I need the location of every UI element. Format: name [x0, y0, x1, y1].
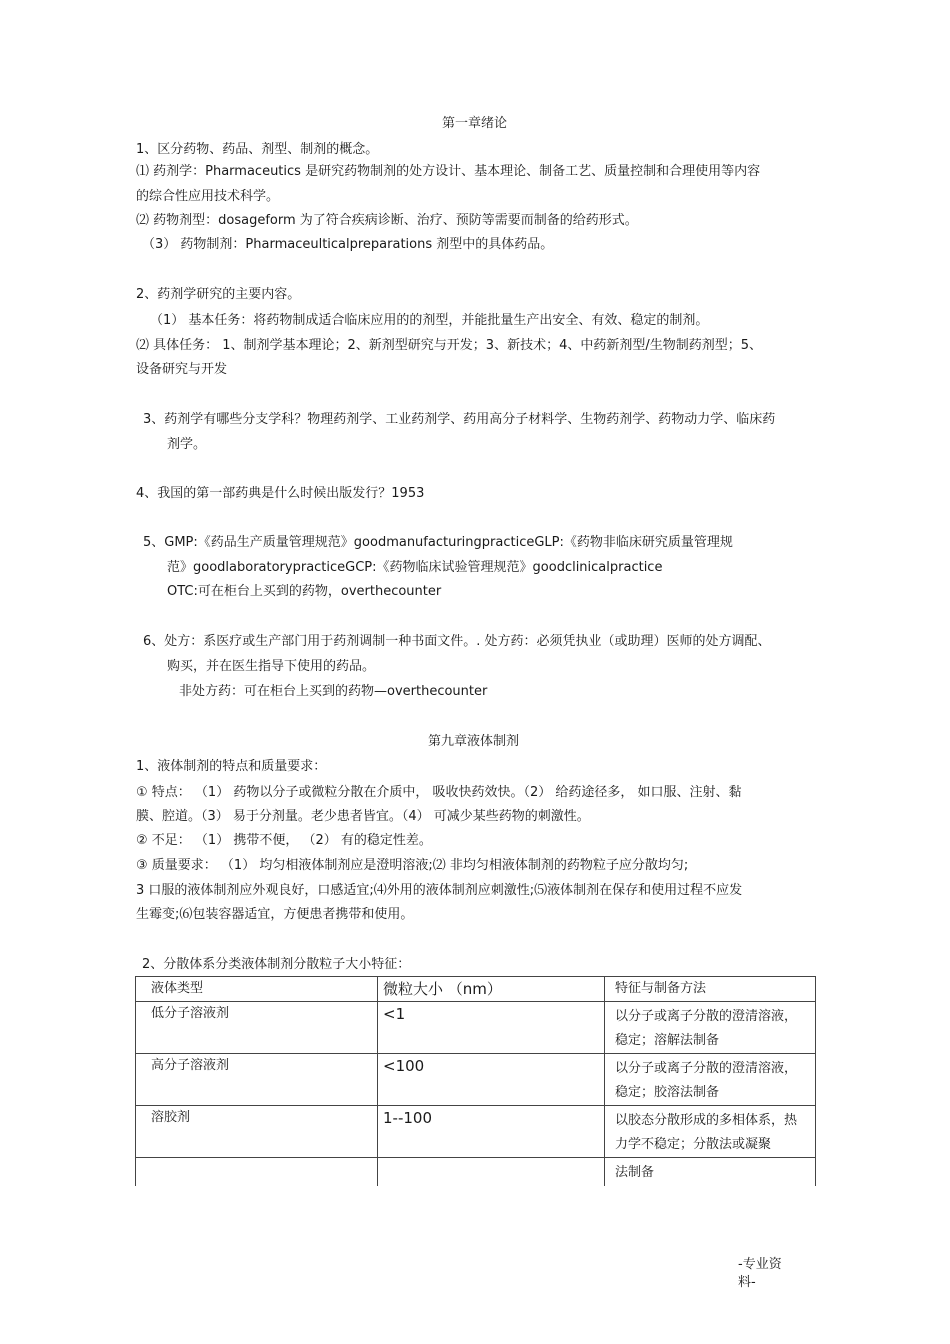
table-row	[136, 1002, 816, 1054]
size-cell: 1--100	[378, 1106, 605, 1158]
question-6-line1: 6、处方：系医疗或生产部门用于药剂调制一种书面文件。. 处方药：必须凭执业（或助理）医师的处方调配、	[143, 634, 771, 649]
q1-item2: ⑵ 药物剂型：dosageform 为了符合疾病诊断、治疗、预防等需要而制备的给药形式。	[136, 213, 638, 228]
size-cell: <1	[378, 1002, 605, 1054]
type-cell: 溶胶剂	[136, 1106, 378, 1158]
q2-item1: （1） 基本任务：将药物制成适合临床应用的的剂型，并能批量生产出安全、有效、稳定的制剂。	[150, 313, 709, 328]
ch9-question-1: 1、液体制剂的特点和质量要求：	[136, 759, 327, 774]
q1-item3: （3） 药物制剂：Pharmaceulticalpreparations 剂型中的具体药品。	[142, 237, 554, 252]
question-1: 1、区分药物、药品、剂型、制剂的概念。	[136, 142, 379, 157]
feature-cell	[605, 1158, 816, 1187]
feature-cell	[605, 1002, 816, 1054]
q1-item1-line2: 的综合性应用技术科学。	[136, 189, 280, 204]
chapter1-title: 第一章绪论	[442, 116, 508, 131]
question-4: 4、我国的第一部药典是什么时候出版发行？1953	[136, 486, 425, 501]
type-cell: 低分子溶液剂	[136, 1002, 378, 1054]
q2-item2-line2: 设备研究与开发	[136, 362, 228, 377]
question-6-line2: 购买，并在医生指导下使用的药品。	[167, 659, 376, 674]
footer	[738, 1256, 782, 1292]
features-line2: 膜、腔道。（3） 易于分剂量。老少患者皆宜。（4） 可减少某些药物的刺激性。	[136, 809, 590, 824]
question-5-line2: 范》goodlaboratorypracticeGCP:《药物临床试验管理规范》goodclinicalpractice	[167, 560, 663, 575]
header-cell: 特征与制备方法	[605, 977, 816, 1002]
type-cell: 高分子溶液剂	[136, 1054, 378, 1106]
q2-item2-line1: ⑵ 具体任务： 1、制剂学基本理论；2、新剂型研究与开发；3、新技术；4、中药新剂型/生物制药剂型；5、	[136, 338, 763, 353]
feature-line: 力学不稳定；分散法或凝聚	[615, 1137, 772, 1152]
table-row	[136, 1054, 816, 1106]
feature-line: 稳定；溶解法制备	[615, 1033, 720, 1048]
question-2: 2、药剂学研究的主要内容。	[136, 287, 301, 302]
footer-line1: -专业资	[738, 1257, 782, 1272]
question-6-line3: 非处方药：可在柜台上买到的药物—overthecounter	[179, 684, 488, 699]
question-5-line3: OTC:可在柜台上买到的药物，overthecounter	[167, 584, 442, 599]
quality-line3: 生霉变;⑹包装容器适宜，方便患者携带和使用。	[136, 907, 414, 922]
features-line1: ① 特点： （1） 药物以分子或微粒分散在介质中， 吸收快药效快。（2） 给药途径多， 如口服、注射、黏	[136, 785, 742, 800]
ch9-question-2: 2、分散体系分类液体制剂分散粒子大小特征：	[142, 957, 411, 972]
feature-cell	[605, 1054, 816, 1106]
feature-line: 稳定；胶溶法制备	[615, 1085, 720, 1100]
question-5-line1: 5、GMP:《药品生产质量管理规范》goodmanufacturingpracticeGLP:《药物非临床研究质量管理规	[143, 535, 733, 550]
table-row	[136, 1106, 816, 1158]
question-3-line1: 3、药剂学有哪些分支学科？物理药剂学、工业药剂学、药用高分子材料学、生物药剂学、药物动力学、临床药	[143, 412, 776, 427]
header-cell: 微粒大小 （nm）	[378, 977, 605, 1002]
table-row	[136, 1158, 816, 1187]
feature-cell	[605, 1106, 816, 1158]
q1-item1-line1: ⑴ 药剂学：Pharmaceutics 是研究药物制剂的处方设计、基本理论、制备工艺、质量控制和合理使用等内容	[136, 164, 761, 179]
quality-line2: 3 口服的液体制剂应外观良好，口感适宜;⑷外用的液体制剂应刺激性;⑸液体制剂在保存和使用过程不应发	[136, 883, 743, 898]
footer-line2: 料-	[738, 1275, 756, 1290]
size-cell	[378, 1158, 605, 1187]
shortcomings: ② 不足： （1） 携带不便， （2） 有的稳定性差。	[136, 833, 432, 848]
feature-line: 以分子或离子分散的澄清溶液，	[615, 1061, 798, 1076]
dispersion-table	[135, 976, 816, 1186]
feature-line: 法制备	[615, 1165, 655, 1180]
size-cell: <100	[378, 1054, 605, 1106]
chapter9-title: 第九章液体制剂	[428, 734, 520, 749]
feature-line: 以分子或离子分散的澄清溶液，	[615, 1009, 798, 1024]
quality-line1: ③ 质量要求： （1） 均匀相液体制剂应是澄明溶液;⑵ 非均匀相液体制剂的药物粒子应分散均匀;	[136, 858, 689, 873]
type-cell	[136, 1158, 378, 1187]
question-3-line2: 剂学。	[167, 437, 207, 452]
feature-line: 以胶态分散形成的多相体系，热	[615, 1113, 798, 1128]
table-header-row	[136, 977, 816, 1002]
header-cell: 液体类型	[136, 977, 378, 1002]
